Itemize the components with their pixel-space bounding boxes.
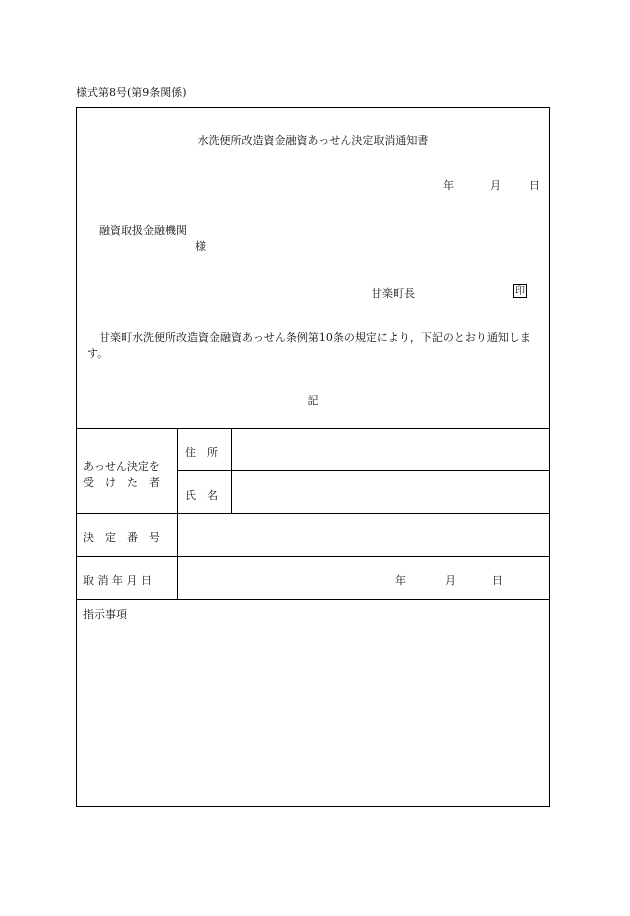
issue-date [443,177,540,193]
cancel-date-label: 取 消 年 月 日 [83,574,152,587]
notice-body: 甘楽町水洗便所改造資金融資あっせん条例第10条の規定により，下記のとおり通知します。 [87,331,531,360]
row-divider [77,556,549,557]
row-divider [177,470,550,471]
row-divider [77,599,549,600]
recipient-label-line1: あっせん決定を [83,460,160,473]
cancel-date-year: 年 [395,574,406,587]
column-divider [231,428,232,513]
addressee-institution: 融資取扱金融機関 [99,224,187,237]
row-divider [77,513,549,514]
addressee-honorific: 様 [195,240,206,253]
instructions-label: 指示事項 [83,608,127,621]
ki-heading: 記 [307,394,319,407]
address-label: 住 所 [185,446,218,459]
sender-name: 甘楽町長 [371,287,415,300]
column-divider [177,428,178,599]
seal-mark: 印 [515,286,525,297]
cancel-date-month: 月 [445,574,456,587]
name-label: 氏 名 [185,489,218,502]
form-reference: 様式第8号(第9条関係) [76,86,187,99]
notice-form [76,107,550,807]
date-day: 日 [529,179,540,192]
date-year: 年 [443,179,454,192]
cancel-date-day: 日 [492,574,503,587]
table-top-line [77,428,549,429]
date-month: 月 [490,179,501,192]
recipient-label-line2: 受 け た 者 [83,476,160,489]
document-title: 水洗便所改造資金融資あっせん決定取消通知書 [197,134,429,147]
decision-number-label: 決 定 番 号 [83,531,160,544]
